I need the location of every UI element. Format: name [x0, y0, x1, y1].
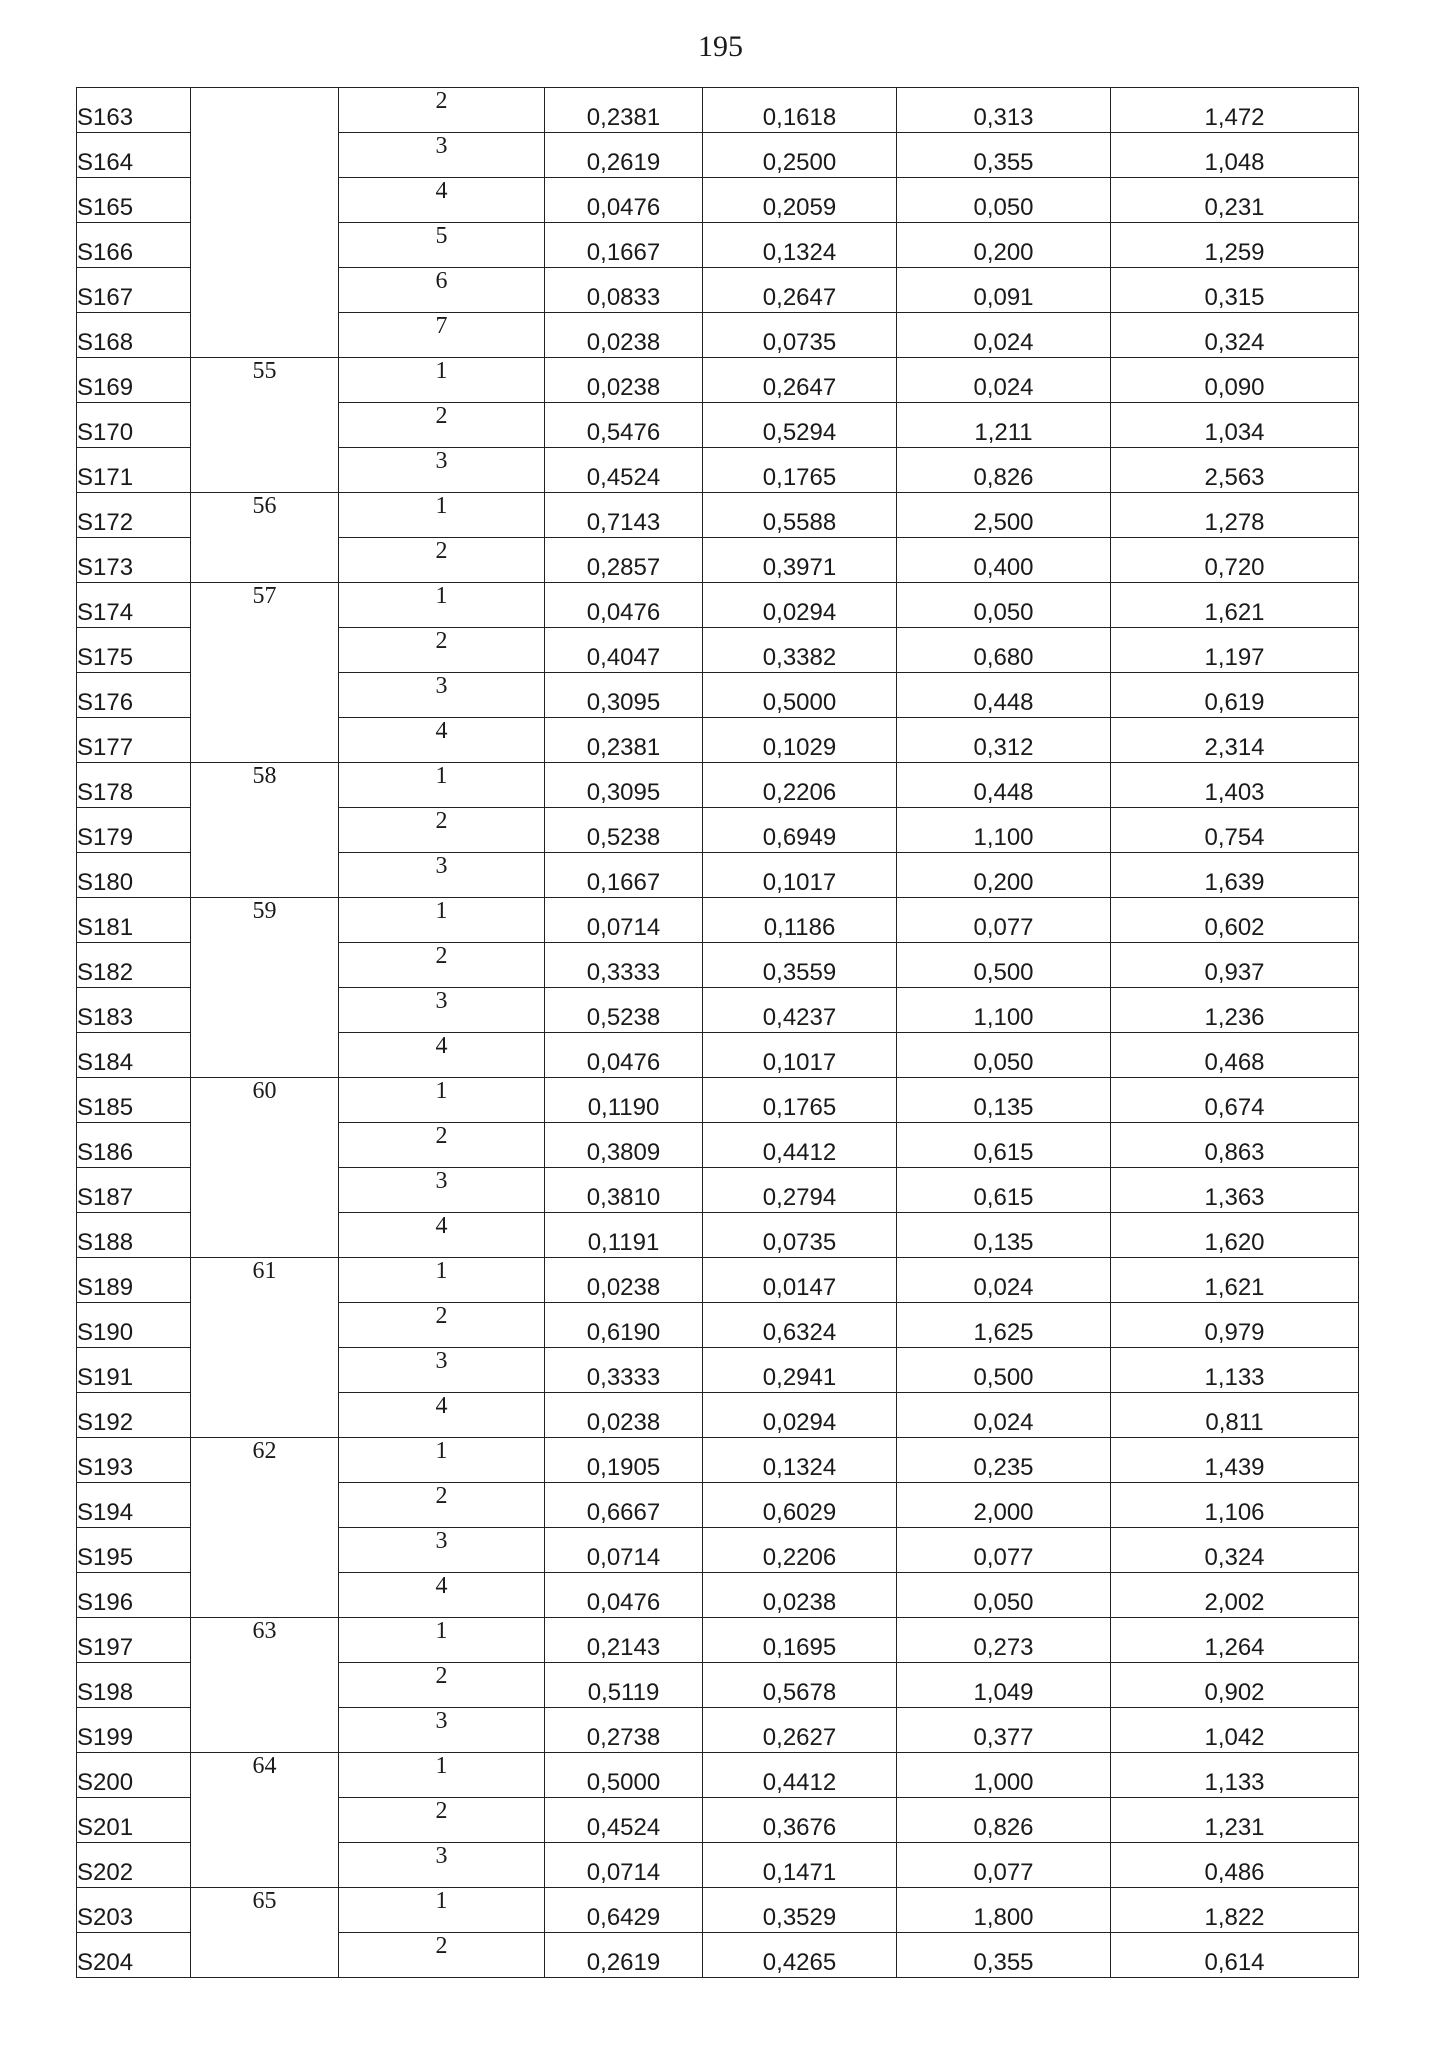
- value-cell-2: 0,3559: [703, 943, 897, 988]
- value-cell-3: 0,826: [897, 1798, 1111, 1843]
- value-cell-1: 0,5238: [545, 988, 703, 1033]
- value-cell-2: 0,5588: [703, 493, 897, 538]
- value-cell-3: 0,050: [897, 1033, 1111, 1078]
- value-cell-1: 0,1905: [545, 1438, 703, 1483]
- value-cell-1: 0,2381: [545, 88, 703, 133]
- value-cell-2: 0,1017: [703, 1033, 897, 1078]
- value-cell-1: 0,3810: [545, 1168, 703, 1213]
- value-cell-4: 1,621: [1111, 1258, 1359, 1303]
- value-cell-4: 0,486: [1111, 1843, 1359, 1888]
- group-number-cell: 56: [191, 493, 339, 583]
- value-cell-2: 0,1017: [703, 853, 897, 898]
- value-cell-1: 0,0714: [545, 898, 703, 943]
- value-cell-1: 0,7143: [545, 493, 703, 538]
- value-cell-3: 0,200: [897, 853, 1111, 898]
- group-number-cell: 60: [191, 1078, 339, 1258]
- value-cell-1: 0,3095: [545, 763, 703, 808]
- sub-index-cell: 5: [339, 223, 545, 268]
- value-cell-4: 0,619: [1111, 673, 1359, 718]
- value-cell-2: 0,0294: [703, 1393, 897, 1438]
- value-cell-3: 0,024: [897, 1393, 1111, 1438]
- value-cell-3: 2,000: [897, 1483, 1111, 1528]
- value-cell-1: 0,0476: [545, 178, 703, 223]
- group-number-cell: 58: [191, 763, 339, 898]
- sample-id-cell: S179: [77, 808, 191, 853]
- value-cell-3: 1,100: [897, 988, 1111, 1033]
- value-cell-4: 0,231: [1111, 178, 1359, 223]
- sample-id-cell: S186: [77, 1123, 191, 1168]
- sub-index-cell: 1: [339, 898, 545, 943]
- value-cell-3: 0,355: [897, 1933, 1111, 1978]
- sub-index-cell: 2: [339, 1933, 545, 1978]
- value-cell-1: 0,5238: [545, 808, 703, 853]
- sample-id-cell: S178: [77, 763, 191, 808]
- sample-id-cell: S168: [77, 313, 191, 358]
- sample-id-cell: S166: [77, 223, 191, 268]
- value-cell-3: 1,800: [897, 1888, 1111, 1933]
- value-cell-1: 0,4524: [545, 1798, 703, 1843]
- sub-index-cell: 1: [339, 1618, 545, 1663]
- value-cell-3: 0,024: [897, 1258, 1111, 1303]
- value-cell-3: 0,135: [897, 1078, 1111, 1123]
- sample-id-cell: S173: [77, 538, 191, 583]
- sub-index-cell: 2: [339, 1798, 545, 1843]
- value-cell-3: 0,500: [897, 943, 1111, 988]
- sample-id-cell: S196: [77, 1573, 191, 1618]
- value-cell-1: 0,0833: [545, 268, 703, 313]
- sub-index-cell: 1: [339, 763, 545, 808]
- value-cell-3: 1,000: [897, 1753, 1111, 1798]
- sub-index-cell: 3: [339, 1528, 545, 1573]
- value-cell-1: 0,2619: [545, 1933, 703, 1978]
- value-cell-3: 2,500: [897, 493, 1111, 538]
- value-cell-2: 0,5294: [703, 403, 897, 448]
- value-cell-3: 0,235: [897, 1438, 1111, 1483]
- sub-index-cell: 3: [339, 133, 545, 178]
- value-cell-2: 0,2206: [703, 763, 897, 808]
- data-table: [76, 87, 1359, 1978]
- value-cell-2: 0,1765: [703, 448, 897, 493]
- sub-index-cell: 1: [339, 1258, 545, 1303]
- value-cell-2: 0,2647: [703, 358, 897, 403]
- table-row: [77, 898, 1359, 943]
- value-cell-2: 0,2500: [703, 133, 897, 178]
- group-number-cell: 55: [191, 358, 339, 493]
- value-cell-3: 0,050: [897, 583, 1111, 628]
- value-cell-3: 0,091: [897, 268, 1111, 313]
- sample-id-cell: S187: [77, 1168, 191, 1213]
- sub-index-cell: 1: [339, 493, 545, 538]
- sub-index-cell: 4: [339, 718, 545, 763]
- value-cell-4: 0,602: [1111, 898, 1359, 943]
- table-row: [77, 88, 1359, 133]
- value-cell-1: 0,2143: [545, 1618, 703, 1663]
- sample-id-cell: S189: [77, 1258, 191, 1303]
- value-cell-4: 1,133: [1111, 1753, 1359, 1798]
- value-cell-1: 0,1191: [545, 1213, 703, 1258]
- value-cell-1: 0,5000: [545, 1753, 703, 1798]
- value-cell-4: 2,002: [1111, 1573, 1359, 1618]
- value-cell-3: 0,077: [897, 898, 1111, 943]
- value-cell-4: 0,468: [1111, 1033, 1359, 1078]
- sub-index-cell: 3: [339, 1708, 545, 1753]
- value-cell-1: 0,6667: [545, 1483, 703, 1528]
- sub-index-cell: 1: [339, 1888, 545, 1933]
- sample-id-cell: S171: [77, 448, 191, 493]
- value-cell-4: 0,324: [1111, 313, 1359, 358]
- value-cell-1: 0,3809: [545, 1123, 703, 1168]
- sample-id-cell: S202: [77, 1843, 191, 1888]
- value-cell-2: 0,6029: [703, 1483, 897, 1528]
- value-cell-3: 0,200: [897, 223, 1111, 268]
- value-cell-2: 0,0294: [703, 583, 897, 628]
- sample-id-cell: S163: [77, 88, 191, 133]
- group-number-cell: 64: [191, 1753, 339, 1888]
- sample-id-cell: S197: [77, 1618, 191, 1663]
- value-cell-4: 1,439: [1111, 1438, 1359, 1483]
- table-row: [77, 1618, 1359, 1663]
- table-row: [77, 1258, 1359, 1303]
- value-cell-3: 0,377: [897, 1708, 1111, 1753]
- value-cell-4: 2,563: [1111, 448, 1359, 493]
- value-cell-1: 0,1667: [545, 853, 703, 898]
- value-cell-3: 1,625: [897, 1303, 1111, 1348]
- value-cell-1: 0,0238: [545, 313, 703, 358]
- value-cell-4: 1,472: [1111, 88, 1359, 133]
- value-cell-4: 0,090: [1111, 358, 1359, 403]
- group-number-cell: 61: [191, 1258, 339, 1438]
- value-cell-2: 0,4265: [703, 1933, 897, 1978]
- value-cell-2: 0,4412: [703, 1123, 897, 1168]
- sample-id-cell: S177: [77, 718, 191, 763]
- group-number-cell: [191, 88, 339, 358]
- value-cell-4: 1,231: [1111, 1798, 1359, 1843]
- value-cell-2: 0,2059: [703, 178, 897, 223]
- value-cell-3: 0,024: [897, 313, 1111, 358]
- sample-id-cell: S165: [77, 178, 191, 223]
- value-cell-1: 0,1667: [545, 223, 703, 268]
- value-cell-3: 0,448: [897, 673, 1111, 718]
- group-number-cell: 57: [191, 583, 339, 763]
- table-row: [77, 1888, 1359, 1933]
- value-cell-2: 0,3676: [703, 1798, 897, 1843]
- sub-index-cell: 2: [339, 1663, 545, 1708]
- table-row: [77, 358, 1359, 403]
- value-cell-2: 0,1324: [703, 223, 897, 268]
- sub-index-cell: 7: [339, 313, 545, 358]
- sample-id-cell: S184: [77, 1033, 191, 1078]
- group-number-cell: 65: [191, 1888, 339, 1978]
- value-cell-4: 0,937: [1111, 943, 1359, 988]
- value-cell-4: 1,822: [1111, 1888, 1359, 1933]
- sub-index-cell: 1: [339, 358, 545, 403]
- sub-index-cell: 2: [339, 538, 545, 583]
- value-cell-3: 0,077: [897, 1843, 1111, 1888]
- value-cell-2: 0,3529: [703, 1888, 897, 1933]
- sample-id-cell: S180: [77, 853, 191, 898]
- sample-id-cell: S191: [77, 1348, 191, 1393]
- value-cell-1: 0,2619: [545, 133, 703, 178]
- value-cell-4: 1,639: [1111, 853, 1359, 898]
- value-cell-1: 0,4047: [545, 628, 703, 673]
- value-cell-4: 1,264: [1111, 1618, 1359, 1663]
- value-cell-2: 0,1186: [703, 898, 897, 943]
- value-cell-2: 0,1029: [703, 718, 897, 763]
- sample-id-cell: S176: [77, 673, 191, 718]
- value-cell-4: 1,042: [1111, 1708, 1359, 1753]
- value-cell-3: 1,211: [897, 403, 1111, 448]
- value-cell-3: 0,400: [897, 538, 1111, 583]
- sample-id-cell: S201: [77, 1798, 191, 1843]
- table-row: [77, 493, 1359, 538]
- value-cell-2: 0,1324: [703, 1438, 897, 1483]
- sample-id-cell: S203: [77, 1888, 191, 1933]
- sample-id-cell: S174: [77, 583, 191, 628]
- sub-index-cell: 2: [339, 1483, 545, 1528]
- value-cell-1: 0,0714: [545, 1843, 703, 1888]
- sample-id-cell: S183: [77, 988, 191, 1033]
- value-cell-1: 0,6429: [545, 1888, 703, 1933]
- value-cell-3: 0,680: [897, 628, 1111, 673]
- value-cell-2: 0,6324: [703, 1303, 897, 1348]
- sample-id-cell: S185: [77, 1078, 191, 1123]
- sub-index-cell: 1: [339, 583, 545, 628]
- value-cell-2: 0,6949: [703, 808, 897, 853]
- value-cell-4: 1,048: [1111, 133, 1359, 178]
- value-cell-1: 0,0476: [545, 1033, 703, 1078]
- table-row: [77, 1753, 1359, 1798]
- sample-id-cell: S167: [77, 268, 191, 313]
- sub-index-cell: 4: [339, 1573, 545, 1618]
- value-cell-4: 0,324: [1111, 1528, 1359, 1573]
- sample-id-cell: S199: [77, 1708, 191, 1753]
- value-cell-1: 0,1190: [545, 1078, 703, 1123]
- sub-index-cell: 4: [339, 1033, 545, 1078]
- value-cell-4: 1,236: [1111, 988, 1359, 1033]
- value-cell-1: 0,2381: [545, 718, 703, 763]
- value-cell-4: 1,133: [1111, 1348, 1359, 1393]
- value-cell-4: 1,403: [1111, 763, 1359, 808]
- sample-id-cell: S200: [77, 1753, 191, 1798]
- sub-index-cell: 3: [339, 1348, 545, 1393]
- sample-id-cell: S172: [77, 493, 191, 538]
- value-cell-1: 0,6190: [545, 1303, 703, 1348]
- value-cell-1: 0,0238: [545, 358, 703, 403]
- sub-index-cell: 2: [339, 808, 545, 853]
- sub-index-cell: 3: [339, 448, 545, 493]
- value-cell-1: 0,2738: [545, 1708, 703, 1753]
- value-cell-3: 0,050: [897, 178, 1111, 223]
- value-cell-2: 0,1765: [703, 1078, 897, 1123]
- sample-id-cell: S170: [77, 403, 191, 448]
- value-cell-4: 0,720: [1111, 538, 1359, 583]
- sub-index-cell: 3: [339, 1168, 545, 1213]
- value-cell-3: 1,100: [897, 808, 1111, 853]
- value-cell-2: 0,0735: [703, 1213, 897, 1258]
- value-cell-2: 0,0238: [703, 1573, 897, 1618]
- value-cell-4: 1,363: [1111, 1168, 1359, 1213]
- value-cell-4: 2,314: [1111, 718, 1359, 763]
- sample-id-cell: S194: [77, 1483, 191, 1528]
- value-cell-1: 0,5476: [545, 403, 703, 448]
- value-cell-1: 0,5119: [545, 1663, 703, 1708]
- sub-index-cell: 3: [339, 1843, 545, 1888]
- sample-id-cell: S188: [77, 1213, 191, 1258]
- value-cell-3: 0,024: [897, 358, 1111, 403]
- value-cell-2: 0,5000: [703, 673, 897, 718]
- sub-index-cell: 1: [339, 1753, 545, 1798]
- sample-id-cell: S169: [77, 358, 191, 403]
- value-cell-1: 0,2857: [545, 538, 703, 583]
- value-cell-4: 0,614: [1111, 1933, 1359, 1978]
- value-cell-4: 0,674: [1111, 1078, 1359, 1123]
- table-row: [77, 583, 1359, 628]
- value-cell-1: 0,3095: [545, 673, 703, 718]
- sub-index-cell: 6: [339, 268, 545, 313]
- value-cell-4: 0,315: [1111, 268, 1359, 313]
- value-cell-3: 0,273: [897, 1618, 1111, 1663]
- value-cell-1: 0,4524: [545, 448, 703, 493]
- value-cell-4: 1,620: [1111, 1213, 1359, 1258]
- value-cell-2: 0,2794: [703, 1168, 897, 1213]
- sub-index-cell: 1: [339, 1078, 545, 1123]
- sub-index-cell: 2: [339, 88, 545, 133]
- value-cell-4: 1,278: [1111, 493, 1359, 538]
- table-row: [77, 763, 1359, 808]
- table-row: [77, 1438, 1359, 1483]
- sub-index-cell: 1: [339, 1438, 545, 1483]
- value-cell-4: 0,863: [1111, 1123, 1359, 1168]
- value-cell-2: 0,0147: [703, 1258, 897, 1303]
- value-cell-3: 0,135: [897, 1213, 1111, 1258]
- sub-index-cell: 2: [339, 403, 545, 448]
- sub-index-cell: 2: [339, 1123, 545, 1168]
- sub-index-cell: 3: [339, 988, 545, 1033]
- value-cell-2: 0,5678: [703, 1663, 897, 1708]
- page-number: 195: [698, 30, 743, 63]
- value-cell-2: 0,2627: [703, 1708, 897, 1753]
- value-cell-3: 0,077: [897, 1528, 1111, 1573]
- value-cell-2: 0,0735: [703, 313, 897, 358]
- sample-id-cell: S182: [77, 943, 191, 988]
- value-cell-1: 0,3333: [545, 943, 703, 988]
- value-cell-3: 0,312: [897, 718, 1111, 763]
- sub-index-cell: 3: [339, 853, 545, 898]
- sub-index-cell: 4: [339, 1213, 545, 1258]
- value-cell-2: 0,1695: [703, 1618, 897, 1663]
- value-cell-4: 1,197: [1111, 628, 1359, 673]
- value-cell-1: 0,3333: [545, 1348, 703, 1393]
- value-cell-3: 0,355: [897, 133, 1111, 178]
- value-cell-1: 0,0238: [545, 1393, 703, 1438]
- value-cell-3: 1,049: [897, 1663, 1111, 1708]
- value-cell-2: 0,2206: [703, 1528, 897, 1573]
- value-cell-2: 0,2647: [703, 268, 897, 313]
- sub-index-cell: 2: [339, 943, 545, 988]
- group-number-cell: 63: [191, 1618, 339, 1753]
- value-cell-4: 1,106: [1111, 1483, 1359, 1528]
- sub-index-cell: 2: [339, 628, 545, 673]
- sub-index-cell: 3: [339, 673, 545, 718]
- value-cell-3: 0,615: [897, 1168, 1111, 1213]
- sample-id-cell: S190: [77, 1303, 191, 1348]
- value-cell-4: 1,621: [1111, 583, 1359, 628]
- value-cell-4: 0,811: [1111, 1393, 1359, 1438]
- value-cell-3: 0,615: [897, 1123, 1111, 1168]
- sample-id-cell: S195: [77, 1528, 191, 1573]
- sample-id-cell: S193: [77, 1438, 191, 1483]
- value-cell-2: 0,4237: [703, 988, 897, 1033]
- value-cell-2: 0,4412: [703, 1753, 897, 1798]
- value-cell-4: 1,034: [1111, 403, 1359, 448]
- value-cell-2: 0,2941: [703, 1348, 897, 1393]
- sample-id-cell: S175: [77, 628, 191, 673]
- value-cell-2: 0,1618: [703, 88, 897, 133]
- sample-id-cell: S164: [77, 133, 191, 178]
- sub-index-cell: 4: [339, 1393, 545, 1438]
- value-cell-3: 0,500: [897, 1348, 1111, 1393]
- value-cell-2: 0,3971: [703, 538, 897, 583]
- value-cell-2: 0,3382: [703, 628, 897, 673]
- group-number-cell: 62: [191, 1438, 339, 1618]
- value-cell-3: 0,826: [897, 448, 1111, 493]
- value-cell-4: 1,259: [1111, 223, 1359, 268]
- value-cell-1: 0,0476: [545, 583, 703, 628]
- group-number-cell: 59: [191, 898, 339, 1078]
- value-cell-4: 0,979: [1111, 1303, 1359, 1348]
- table-body: [77, 88, 1359, 1978]
- sub-index-cell: 2: [339, 1303, 545, 1348]
- value-cell-3: 0,050: [897, 1573, 1111, 1618]
- value-cell-1: 0,0238: [545, 1258, 703, 1303]
- value-cell-3: 0,313: [897, 88, 1111, 133]
- sample-id-cell: S198: [77, 1663, 191, 1708]
- value-cell-3: 0,448: [897, 763, 1111, 808]
- table-row: [77, 1078, 1359, 1123]
- value-cell-1: 0,0714: [545, 1528, 703, 1573]
- value-cell-2: 0,1471: [703, 1843, 897, 1888]
- sub-index-cell: 4: [339, 178, 545, 223]
- sample-id-cell: S204: [77, 1933, 191, 1978]
- sample-id-cell: S181: [77, 898, 191, 943]
- sample-id-cell: S192: [77, 1393, 191, 1438]
- value-cell-1: 0,0476: [545, 1573, 703, 1618]
- value-cell-4: 0,754: [1111, 808, 1359, 853]
- value-cell-4: 0,902: [1111, 1663, 1359, 1708]
